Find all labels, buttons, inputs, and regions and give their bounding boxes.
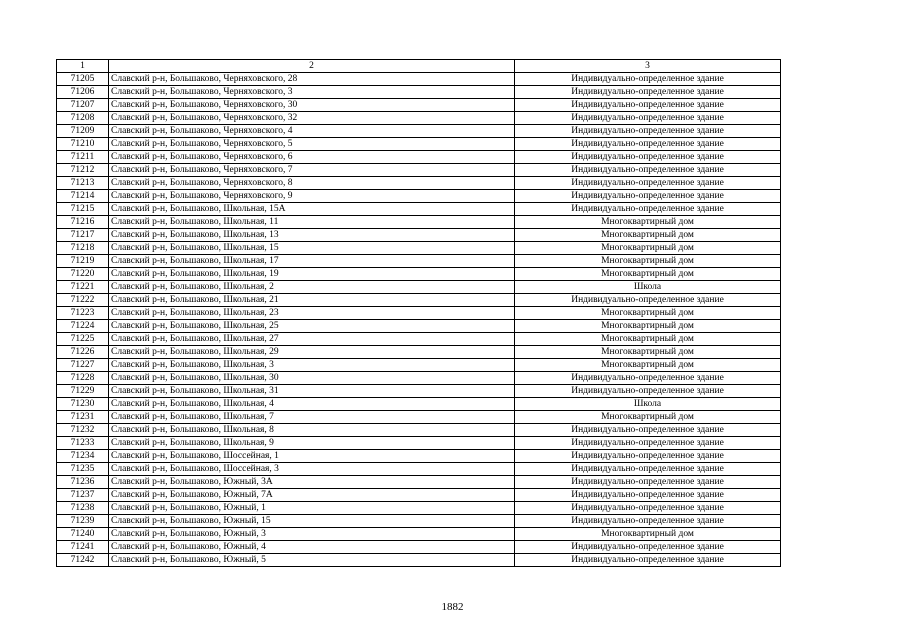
address-cell: Славский р-н, Большаково, Школьная, 2 bbox=[109, 281, 515, 294]
building-type-cell: Индивидуально-определенное здание bbox=[515, 86, 781, 99]
address-cell: Славский р-н, Большаково, Черняховского, 4 bbox=[109, 125, 515, 138]
building-type-cell: Индивидуально-определенное здание bbox=[515, 125, 781, 138]
building-type-cell: Индивидуально-определенное здание bbox=[515, 450, 781, 463]
row-number-cell: 71217 bbox=[57, 229, 109, 242]
row-number-cell: 71240 bbox=[57, 528, 109, 541]
building-type-cell: Школа bbox=[515, 281, 781, 294]
table-row bbox=[57, 164, 781, 177]
header-row bbox=[57, 60, 781, 73]
building-type-cell: Индивидуально-определенное здание bbox=[515, 437, 781, 450]
address-cell: Славский р-н, Большаково, Школьная, 19 bbox=[109, 268, 515, 281]
page-number: 1882 bbox=[441, 601, 464, 613]
address-cell: Славский р-н, Большаково, Школьная, 13 bbox=[109, 229, 515, 242]
row-number-cell: 71219 bbox=[57, 255, 109, 268]
row-number-cell: 71237 bbox=[57, 489, 109, 502]
building-type-cell: Многоквартирный дом bbox=[515, 255, 781, 268]
table-row bbox=[57, 138, 781, 151]
row-number-cell: 71222 bbox=[57, 294, 109, 307]
address-cell: Славский р-н, Большаково, Школьная, 30 bbox=[109, 372, 515, 385]
row-number-cell: 71241 bbox=[57, 541, 109, 554]
building-type-cell: Многоквартирный дом bbox=[515, 307, 781, 320]
row-number-cell: 71213 bbox=[57, 177, 109, 190]
address-cell: Славский р-н, Большаково, Школьная, 4 bbox=[109, 398, 515, 411]
building-type-cell: Многоквартирный дом bbox=[515, 242, 781, 255]
table-row bbox=[57, 411, 781, 424]
row-number-cell: 71205 bbox=[57, 73, 109, 86]
table-row bbox=[57, 73, 781, 86]
address-cell: Славский р-н, Большаково, Черняховского, 6 bbox=[109, 151, 515, 164]
table-row bbox=[57, 398, 781, 411]
header-cell-1: 1 bbox=[57, 60, 109, 73]
row-number-cell: 71221 bbox=[57, 281, 109, 294]
row-number-cell: 71232 bbox=[57, 424, 109, 437]
address-cell: Славский р-н, Большаково, Школьная, 17 bbox=[109, 255, 515, 268]
table-row bbox=[57, 125, 781, 138]
document-table bbox=[56, 59, 781, 567]
address-cell: Славский р-н, Большаково, Школьная, 11 bbox=[109, 216, 515, 229]
table-row bbox=[57, 372, 781, 385]
row-number-cell: 71214 bbox=[57, 190, 109, 203]
address-cell: Славский р-н, Большаково, Школьная, 9 bbox=[109, 437, 515, 450]
building-type-cell: Индивидуально-определенное здание bbox=[515, 177, 781, 190]
table-row bbox=[57, 112, 781, 125]
address-cell: Славский р-н, Большаково, Школьная, 29 bbox=[109, 346, 515, 359]
row-number-cell: 71207 bbox=[57, 99, 109, 112]
table-row bbox=[57, 359, 781, 372]
building-type-cell: Индивидуально-определенное здание bbox=[515, 73, 781, 86]
table-row bbox=[57, 385, 781, 398]
address-cell: Славский р-н, Большаково, Южный, 3А bbox=[109, 476, 515, 489]
building-type-cell: Индивидуально-определенное здание bbox=[515, 489, 781, 502]
building-type-cell: Индивидуально-определенное здание bbox=[515, 372, 781, 385]
table-row bbox=[57, 528, 781, 541]
building-type-cell: Индивидуально-определенное здание bbox=[515, 502, 781, 515]
address-cell: Славский р-н, Большаково, Южный, 5 bbox=[109, 554, 515, 567]
address-cell: Славский р-н, Большаково, Школьная, 8 bbox=[109, 424, 515, 437]
address-cell: Славский р-н, Большаково, Южный, 3 bbox=[109, 528, 515, 541]
row-number-cell: 71206 bbox=[57, 86, 109, 99]
building-type-cell: Индивидуально-определенное здание bbox=[515, 463, 781, 476]
table-row bbox=[57, 229, 781, 242]
building-type-cell: Индивидуально-определенное здание bbox=[515, 190, 781, 203]
table-row bbox=[57, 489, 781, 502]
row-number-cell: 71208 bbox=[57, 112, 109, 125]
building-type-cell: Индивидуально-определенное здание bbox=[515, 476, 781, 489]
row-number-cell: 71227 bbox=[57, 359, 109, 372]
building-type-cell: Индивидуально-определенное здание bbox=[515, 112, 781, 125]
address-cell: Славский р-н, Большаково, Школьная, 15А bbox=[109, 203, 515, 216]
table-body bbox=[57, 60, 781, 567]
table-row bbox=[57, 177, 781, 190]
row-number-cell: 71238 bbox=[57, 502, 109, 515]
row-number-cell: 71242 bbox=[57, 554, 109, 567]
building-type-cell: Индивидуально-определенное здание bbox=[515, 99, 781, 112]
row-number-cell: 71220 bbox=[57, 268, 109, 281]
row-number-cell: 71225 bbox=[57, 333, 109, 346]
header-cell-2: 2 bbox=[109, 60, 515, 73]
building-type-cell: Многоквартирный дом bbox=[515, 346, 781, 359]
building-type-cell: Индивидуально-определенное здание bbox=[515, 424, 781, 437]
row-number-cell: 71230 bbox=[57, 398, 109, 411]
address-cell: Славский р-н, Большаково, Школьная, 31 bbox=[109, 385, 515, 398]
table-row bbox=[57, 151, 781, 164]
address-cell: Славский р-н, Большаково, Черняховского, 8 bbox=[109, 177, 515, 190]
building-type-cell: Индивидуально-определенное здание bbox=[515, 515, 781, 528]
address-cell: Славский р-н, Большаково, Шоссейная, 1 bbox=[109, 450, 515, 463]
building-type-cell: Многоквартирный дом bbox=[515, 268, 781, 281]
row-number-cell: 71233 bbox=[57, 437, 109, 450]
row-number-cell: 71231 bbox=[57, 411, 109, 424]
row-number-cell: 71234 bbox=[57, 450, 109, 463]
building-type-cell: Многоквартирный дом bbox=[515, 320, 781, 333]
building-type-cell: Индивидуально-определенное здание bbox=[515, 138, 781, 151]
address-cell: Славский р-н, Большаково, Черняховского, 30 bbox=[109, 99, 515, 112]
table-row bbox=[57, 346, 781, 359]
row-number-cell: 71224 bbox=[57, 320, 109, 333]
building-type-cell: Многоквартирный дом bbox=[515, 411, 781, 424]
table-row bbox=[57, 216, 781, 229]
building-type-cell: Индивидуально-определенное здание bbox=[515, 164, 781, 177]
header-cell-3: 3 bbox=[515, 60, 781, 73]
row-number-cell: 71211 bbox=[57, 151, 109, 164]
table-row bbox=[57, 333, 781, 346]
building-type-cell: Многоквартирный дом bbox=[515, 528, 781, 541]
building-type-cell: Индивидуально-определенное здание bbox=[515, 203, 781, 216]
building-type-cell: Индивидуально-определенное здание bbox=[515, 541, 781, 554]
address-cell: Славский р-н, Большаково, Южный, 1 bbox=[109, 502, 515, 515]
table-row bbox=[57, 502, 781, 515]
table-row bbox=[57, 203, 781, 216]
address-cell: Славский р-н, Большаково, Черняховского, 5 bbox=[109, 138, 515, 151]
row-number-cell: 71226 bbox=[57, 346, 109, 359]
building-type-cell: Многоквартирный дом bbox=[515, 216, 781, 229]
address-cell: Славский р-н, Большаково, Школьная, 21 bbox=[109, 294, 515, 307]
row-number-cell: 71239 bbox=[57, 515, 109, 528]
address-cell: Славский р-н, Большаково, Школьная, 7 bbox=[109, 411, 515, 424]
address-cell: Славский р-н, Большаково, Южный, 15 bbox=[109, 515, 515, 528]
address-cell: Славский р-н, Большаково, Черняховского, 32 bbox=[109, 112, 515, 125]
building-type-cell: Школа bbox=[515, 398, 781, 411]
address-cell: Славский р-н, Большаково, Южный, 7А bbox=[109, 489, 515, 502]
address-cell: Славский р-н, Большаково, Школьная, 3 bbox=[109, 359, 515, 372]
row-number-cell: 71223 bbox=[57, 307, 109, 320]
row-number-cell: 71229 bbox=[57, 385, 109, 398]
address-cell: Славский р-н, Большаково, Школьная, 15 bbox=[109, 242, 515, 255]
table-row bbox=[57, 476, 781, 489]
table-row bbox=[57, 463, 781, 476]
building-type-cell: Индивидуально-определенное здание bbox=[515, 385, 781, 398]
table-row bbox=[57, 281, 781, 294]
building-type-cell: Многоквартирный дом bbox=[515, 359, 781, 372]
address-cell: Славский р-н, Большаково, Школьная, 25 bbox=[109, 320, 515, 333]
row-number-cell: 71212 bbox=[57, 164, 109, 177]
address-cell: Славский р-н, Большаково, Шоссейная, 3 bbox=[109, 463, 515, 476]
address-cell: Славский р-н, Большаково, Черняховского, 28 bbox=[109, 73, 515, 86]
table-row bbox=[57, 450, 781, 463]
table-row bbox=[57, 268, 781, 281]
building-type-cell: Индивидуально-определенное здание bbox=[515, 151, 781, 164]
row-number-cell: 71210 bbox=[57, 138, 109, 151]
address-cell: Славский р-н, Большаково, Черняховского, 9 bbox=[109, 190, 515, 203]
table-row bbox=[57, 554, 781, 567]
row-number-cell: 71235 bbox=[57, 463, 109, 476]
row-number-cell: 71236 bbox=[57, 476, 109, 489]
building-type-cell: Многоквартирный дом bbox=[515, 333, 781, 346]
table-row bbox=[57, 190, 781, 203]
address-cell: Славский р-н, Большаково, Черняховского, 3 bbox=[109, 86, 515, 99]
row-number-cell: 71215 bbox=[57, 203, 109, 216]
table-row bbox=[57, 515, 781, 528]
table-row bbox=[57, 437, 781, 450]
table-row bbox=[57, 307, 781, 320]
table-row bbox=[57, 255, 781, 268]
table-row bbox=[57, 294, 781, 307]
table-row bbox=[57, 86, 781, 99]
row-number-cell: 71216 bbox=[57, 216, 109, 229]
table-row bbox=[57, 541, 781, 554]
row-number-cell: 71209 bbox=[57, 125, 109, 138]
building-type-cell: Индивидуально-определенное здание bbox=[515, 294, 781, 307]
table-row bbox=[57, 424, 781, 437]
building-type-cell: Многоквартирный дом bbox=[515, 229, 781, 242]
building-type-cell: Индивидуально-определенное здание bbox=[515, 554, 781, 567]
address-cell: Славский р-н, Большаково, Черняховского, 7 bbox=[109, 164, 515, 177]
address-cell: Славский р-н, Большаково, Школьная, 23 bbox=[109, 307, 515, 320]
row-number-cell: 71228 bbox=[57, 372, 109, 385]
table-row bbox=[57, 242, 781, 255]
row-number-cell: 71218 bbox=[57, 242, 109, 255]
table-row bbox=[57, 99, 781, 112]
table-row bbox=[57, 320, 781, 333]
address-cell: Славский р-н, Большаково, Школьная, 27 bbox=[109, 333, 515, 346]
address-cell: Славский р-н, Большаково, Южный, 4 bbox=[109, 541, 515, 554]
